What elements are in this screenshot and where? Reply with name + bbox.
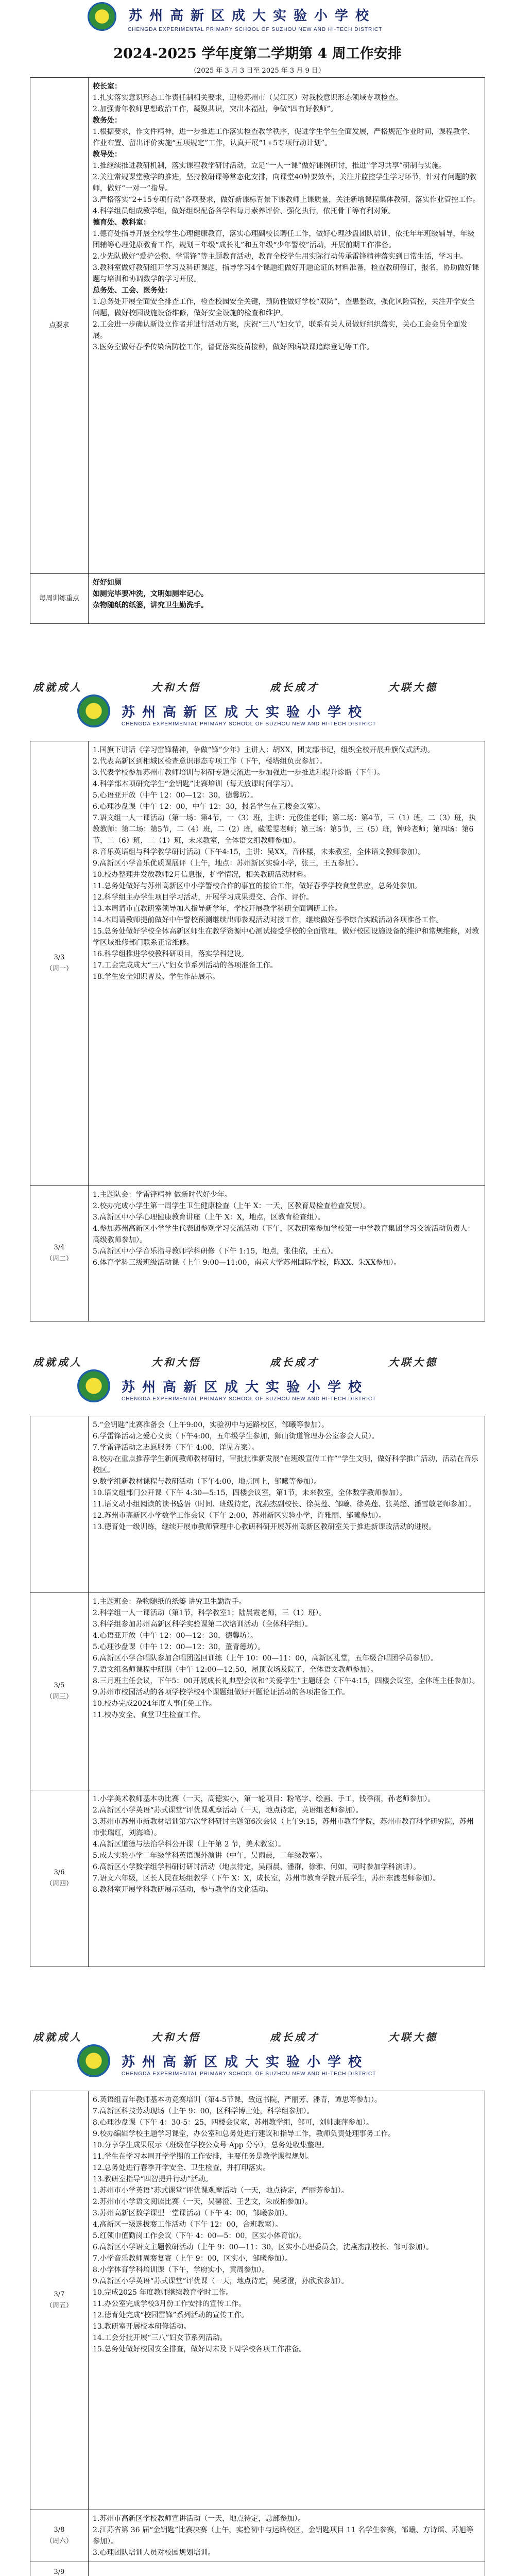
list-item: 9.数学组新教材课程与教研活动（下午4:00，地点同上，邹曦等参加）。	[93, 1478, 321, 1486]
list-item: 15.总务处做好学校全体高新区师生在教学资源中心测试接受学校的全面管理，做好校园设施设备的维护和常规维修，对教学区域维修部门联系正常维修。	[93, 927, 479, 947]
list-item: 11.办公室完成学校3月份工作安排的宣传工作。	[93, 2300, 246, 2308]
list-item: 13.本周请市直教研室领导加入指导新学年，学校开展教学科研全面调研工作。	[93, 905, 342, 913]
list-item: 11.总务处做好与苏州高新区中小学警校合作的事宜的接洽工作，做好春季学校食堂供应，总务处参加。	[93, 882, 422, 890]
school-name-en: CHENGDA EXPERIMENTAL PRIMARY SCHOOL OF SUZHOU NEW AND HI-TECH DISTRICT	[122, 1396, 376, 1402]
list-item: 1.小学美术教师基本功比赛（一天，高德实小，第一轮项目：粉笔字、绘画、手工，钱季雨，孙老师参加）。	[93, 1795, 435, 1803]
list-item: 教务处：	[93, 116, 122, 125]
day-content	[89, 1186, 485, 1321]
page-2	[0, 675, 515, 1350]
list-item: 9.高新区小学英语“苏式课堂”评优课（一天，地点待定，吴馨澄，孙欣欣参加）。	[93, 2277, 349, 2285]
table-row	[30, 574, 485, 624]
motto-text: 成长成才	[270, 2031, 319, 2043]
list-item: 好好如厕	[93, 579, 122, 587]
school-logo-icon	[77, 1369, 110, 1402]
list-item: 1.根据要求，作文件精神，进一步推进工作落实检查教学秩序，促进学生学生全面发展，严格规范作业时间，课程教学、作业布置、留出评价实施“五项规定”工作，认真开展“1+5专项行动计划”。	[93, 128, 475, 147]
school-name: 苏州高新区成大实验小学校	[122, 2055, 369, 2070]
day-weekday: （周三）	[45, 1693, 73, 1701]
day-date: 3/3	[54, 954, 65, 961]
schedule-table	[30, 2091, 485, 2576]
list-item: 杂物随纸的纸篓，讲究卫生勤洗手。	[93, 601, 208, 609]
list-item: 1.苏州市高新区学校教师宣讲活动（一天，地点待定，总部参加）。	[93, 2515, 305, 2523]
motto-text: 大和大悟	[151, 681, 201, 693]
list-item: 9.校办编辑学校主题学习课堂，办公室和总务处进行建议和指导工作，教师负责处理事务工作。	[93, 2130, 396, 2138]
school-name-en: CHENGDA EXPERIMENTAL PRIMARY SCHOOL OF SUZHOU NEW AND HI-TECH DISTRICT	[128, 27, 383, 32]
list-item: 3.教科室做好教研组开学习及科研课题，指导学习4个课题组做好开题论证的材料准备，检查教研修订，报名，协助做好课题与培训和协调数学的学习开展。	[93, 264, 479, 283]
list-item: 3.心理团队培训人员对校园规划培训。	[93, 2549, 215, 2557]
list-item: 4.科学部本项研究学生“金钥匙”比赛培训（每天放课时间学习）。	[93, 780, 298, 788]
date-range: （2025 年 3 月 3 日至 2025 年 3 月 9 日）	[190, 67, 325, 75]
list-item: 12.科学组主办学生项目学习活动，开展学习成果提交、合作、评价。	[93, 893, 314, 902]
list-item: 6.高新区小学合唱队参加合唱团巡回训练（上午 10：00—11：00，高新区礼堂，五年级合唱团学员参加）。	[93, 1654, 438, 1663]
list-item: 8.教科室开展学科教研展示活动，参与教学的文化活动。	[93, 1886, 273, 1894]
page-4	[0, 2025, 515, 2576]
list-item: 17.工会完成成大“三八”妇女节系列活动的各项准备工作。	[93, 961, 278, 970]
list-item: 4.高新区一级选拔赛工作活动（下午 12：00，合班教室）。	[93, 2221, 283, 2229]
list-item: 3.严格落实“2+15专项行动”各项要求，做好新课标背景下课教师上课质量，关注新增课程集体教研，落实作业管控工作。	[93, 196, 480, 204]
list-item: 5.红领巾值勤岗工作会议（下午 4：00—5：00，区实小体育馆）。	[93, 2232, 306, 2240]
list-item: 5.成大实验小学二年级学科英语课外演讲（中午，吴雨晨，二年级教室）。	[93, 1852, 327, 1860]
list-item: 7.学雷锋活动之志愿服务（下午 4:00，详见方案）。	[93, 1444, 259, 1452]
motto-text: 大和大悟	[151, 1356, 201, 1368]
row-label: 点要求	[30, 78, 89, 574]
list-item: 6.体育学科三级班级活动课（上午 9:00—11:00，南京大学苏州国际学校，陈XX、朱XX参加）。	[93, 1259, 401, 1267]
day-weekday: （周六）	[45, 2537, 73, 2545]
list-item: 10.语文组部门公开课（下午 4:30—5:15，四楼会议室，第1节，未来教室，全体数学教师参加）。	[93, 1489, 407, 1497]
list-item: 3.代表学校参加苏州市教师培训与科研专题交流进一步加强进一步推进和提升诊断（下午）。	[93, 769, 385, 777]
list-item: 8.小学体育学科培训课（下午，学府实小，黄周参加）。	[93, 2266, 269, 2274]
list-item: 4.参加苏州高新区小学学生代表团参观学习交流活动（下午，区教研室参加学校第一中学教育集团学习交流活动负责人：高级教师参加）。	[93, 1225, 475, 1244]
day-date: 3/9	[54, 2568, 65, 2576]
list-item: 7.小学音乐教师周赛复赛（上午 9：00，区实小，邹曦参加）。	[93, 2255, 293, 2263]
page-3	[0, 1350, 515, 2025]
day-label	[30, 1790, 89, 1967]
list-item: 3.苏州高新区数学课型一堂课活动（下午 4：00，邹曦参加）。	[93, 2209, 293, 2217]
list-item: 3.科学组参加苏州高新区科学实验课第二次培训活动（全体科学组）。	[93, 1620, 313, 1629]
day-date: 3/4	[54, 1244, 65, 1251]
school-logo-icon	[77, 694, 110, 727]
day-weekday: （周五）	[45, 2302, 73, 2310]
motto-text: 成长成才	[270, 1356, 319, 1368]
motto-text: 成就成人	[33, 681, 82, 693]
focus-table	[30, 77, 485, 624]
list-item: 6.高新区小学语文主题教研活动（上午 9：00—11：30，区实小心理委员会，沈燕杰副校长、邹可参加）。	[93, 2243, 434, 2251]
list-item: 9.高新区小学音乐优质课展评（上午，地点：苏州新区实验小学，张三，王五参加）。	[93, 859, 363, 868]
list-item: 8.心理沙盘课（下午 4：30-5：25，四楼会议室，苏州教学组，邹可，刘帅康萍参加）。	[93, 2119, 373, 2127]
list-item: 2.工会进一步确认新设立作者并进行活动方案，庆祝“三八”妇女节，联系有关人员做好组织落实，关心工会会员全面发展。	[93, 320, 468, 340]
list-item: 3.高新区中小学心理健康教育讲座（上午 X：X，地点，区教育检查组）。	[93, 1213, 325, 1222]
list-item: 13.德育处一级训练，继续开展市教师管理中心教研科研开展苏州高新区教研室关于推进新课改活动的进展。	[93, 1523, 436, 1531]
day-label	[30, 1416, 89, 1593]
list-item: 11.语文动小组阅读的读书感悟（时间、班级待定，沈燕杰副校长、徐英莲、邹曦、徐英莲、张英超、潘雪敏老师参加）。	[93, 1500, 476, 1509]
day-label	[30, 741, 89, 1186]
letterhead	[0, 2025, 515, 2087]
table-row	[30, 78, 485, 574]
list-item: 9.苏州市校园活动的各项学校学校4个课题组做好开题论证活动的各项准备工作。	[93, 1688, 350, 1697]
day-label	[30, 2510, 89, 2562]
page-title: 2024-2025 学年度第二学期第 4 周工作安排	[113, 46, 402, 62]
list-item: 1.总务处开展全面安全排查工作，检查校园安全关键，预防性做好学校“双防”，查患整改，强化风险管控，关注开学安全问题，做好校园设施设备维修，做好安全设施的检查和维护。	[93, 298, 475, 317]
day-label	[30, 1186, 89, 1321]
letterhead	[0, 675, 515, 737]
list-item: 7.语文组名师课程中班期（中午 12:00—12:50，屋顶农场及院子，全体语文教师参加）。	[93, 1666, 378, 1674]
list-item: 6.高新区小学数学组学科研讨研讨活动（地点待定，吴雨晨、潘群，徐雅、何如，同时参加学科演讲）。	[93, 1863, 421, 1871]
list-item: 2.关注常规课堂教学的推进，坚持教研课等常态化安排，向课堂40钟要效率，关注并监控学生学习环节，针对有问题的教师，做好“一对一”指导。	[93, 173, 477, 193]
list-item: 5.高新区中小学音乐指导教师学科研修（下午 1:15，地点，张佳依，王五）。	[93, 1247, 338, 1256]
school-name: 苏州高新区成大实验小学校	[122, 1380, 369, 1395]
list-item: 如厕完毕要冲洗，文明如厕牢记心。	[93, 590, 208, 598]
list-item: 1.德育处指导开展全校学生心理健康教育，落实心理副校长聘任工作，做好心理沙盘团队培训，依托年年班级辅导，年级团辅等心理健康教育工作，规划三年级“成长礼”和五年级“少年警校”活动，开展前期工作准备。	[93, 230, 475, 249]
table-row	[30, 1416, 485, 1593]
list-item: 5.“金钥匙”比赛准备会（上午9:00，实验初中与运路校区，邹曦等参加）。	[93, 1421, 329, 1429]
list-item: 1.主题班会：杂物随纸的纸篓 讲究卫生勤洗手。	[93, 1598, 246, 1606]
list-item: 7.高新区科技劳动现场（上午 9：00，区科学博士处，科学组参加）。	[93, 2107, 314, 2115]
list-item: 7.语文六年级，区长人民在场组教学（下午 X：X，成长室，苏州市教育学院开展学生，苏州东渡老师参加）。	[93, 1874, 440, 1883]
day-weekday: （周二）	[45, 1255, 73, 1263]
list-item: 4.科学组员组成教学组，做好组织配备各学科每月素养评价、强化执行，依托骨干等有利对策。	[93, 207, 396, 215]
day-content	[89, 1416, 485, 1593]
motto-text: 成长成才	[270, 681, 319, 693]
motto-text: 大联大德	[388, 681, 438, 693]
page-1	[0, 0, 515, 675]
table-row	[30, 1186, 485, 1321]
school-name-en: CHENGDA EXPERIMENTAL PRIMARY SCHOOL OF SUZHOU NEW AND HI-TECH DISTRICT	[122, 2071, 376, 2077]
list-item: 14.工会分批开展“三八”妇女节系列活动。	[93, 2334, 227, 2342]
letterhead	[0, 1350, 515, 1412]
list-item: 2.苏州市小学语文阅读比赛（一天，吴馨澄、王艺文，朱成柏参加）。	[93, 2198, 313, 2206]
day-date: 3/5	[54, 1682, 65, 1689]
motto-text: 大联大德	[388, 1356, 438, 1368]
school-name: 苏州高新区成大实验小学校	[122, 705, 369, 720]
list-item: 8.校办在重点推荐学生新闻教师教材研讨，审批批准新发展“在班级宣传工作”“学生文明，做好科学推广活动，活动在音乐校区。	[93, 1455, 478, 1475]
list-item: 10.校办整理并发放教师2月信息报，护学情况，相关教研活动材料。	[93, 871, 311, 879]
school-logo-icon	[77, 2044, 110, 2077]
list-item: 11.校办安全、食堂卫生检查工作。	[93, 1711, 205, 1719]
day-content	[89, 741, 485, 1186]
school-logo-icon	[88, 2, 116, 31]
day-content	[89, 1790, 485, 1967]
schedule-table	[30, 1416, 485, 1967]
list-item: 10.校办完成2024年度人事任免工作。	[93, 1700, 216, 1708]
day-label	[30, 2091, 89, 2510]
day-date: 3/8	[54, 2526, 65, 2534]
list-item: 6.心理沙盘课（中午 12：00，中午 12：30，报名学生在五楼会议室）。	[93, 803, 325, 811]
schedule-table	[30, 741, 485, 1321]
motto-text: 成就成人	[33, 2031, 82, 2043]
list-item: 11.学生在学习本周开学学期的工作安排，主要任务是教学课程规划。	[93, 2153, 314, 2161]
list-item: 12.总务处进行春季开学安全、卫生检查，并打印落实。	[93, 2164, 270, 2172]
list-item: 16.科学组推进学校教科研项目，落实学科建设。	[93, 950, 249, 958]
list-item: 1.苏州市小学英语“苏式课堂”评优课观摩活动（一天，地点待定，严丽芳参加）。	[93, 2187, 349, 2195]
list-item: 2.代表高新区到相城区检查意识形态专项工作（下午，楼塔组负责参加）。	[93, 757, 327, 766]
list-item: 2.少先队做好“爱护公物、学雷锋”等主题教育活动，教育全校学生用实际行动传承雷锋精神落实到日常生活，学习中。	[93, 252, 468, 261]
day-label	[30, 1593, 89, 1790]
motto-text: 大联大德	[388, 2031, 438, 2043]
list-item: 2.科学组一人一课活动（第1节，科学教室1；陆晨霞老师，三（1）班）。	[93, 1609, 327, 1617]
table-row	[30, 2562, 485, 2576]
list-item: 18.学生安全知识普及、学生作品展示。	[93, 973, 220, 981]
list-item: 1.国旗下讲话《学习雷锋精神，争做“锋”少年》主讲人：胡XX，团支部书记，组织全校开展升旗仪式活动。	[93, 746, 435, 754]
day-content	[89, 1593, 485, 1790]
motto-text: 成就成人	[33, 1356, 82, 1368]
row-label: 每周训练重点	[30, 574, 89, 624]
list-item: 6.学雷锋活动之爱心义卖（下午4:00，五年级学生参加，狮山街道管理办公室参会人员）。	[93, 1432, 379, 1440]
school-name: 苏州高新区成大实验小学校	[129, 8, 376, 24]
day-content	[89, 2091, 485, 2510]
table-row	[30, 741, 485, 1186]
day-weekday: （周一）	[45, 965, 73, 973]
list-item: 3.医务室做好春季传染病防控工作，督促落实疫苗接种，做好因病缺课追踪登记等工作。	[93, 343, 374, 351]
day-weekday: （周四）	[45, 1880, 73, 1888]
focus-content	[89, 78, 485, 574]
day-date: 3/7	[54, 2291, 65, 2298]
table-row	[30, 1790, 485, 1967]
list-item: 2.江苏省第 36 届“金钥匙”比赛决赛（上午，实验初中与运路校区，金钥匙项目 11 名学生参赛，邹曦、方诗瑶、苏旭等参加）。	[93, 2526, 474, 2546]
table-row	[30, 1593, 485, 1790]
day-content	[89, 2562, 485, 2576]
list-item: 3.苏州市苏州市新教材培训第六次学科研讨主题第6次会议（上午9:15，苏州市教育学院，苏州市教育科学研究院，苏州市张瑞红，刘海峰）。	[93, 1818, 474, 1837]
day-label	[30, 2562, 89, 2576]
school-name-en: CHENGDA EXPERIMENTAL PRIMARY SCHOOL OF SUZHOU NEW AND HI-TECH DISTRICT	[122, 721, 376, 727]
day-content	[89, 2510, 485, 2562]
list-item: 1.扎实落实意识形态工作责任制相关要求，迎检苏州市（吴江区）对我校意识形态领域专项检查。	[93, 94, 403, 102]
table-row	[30, 2091, 485, 2510]
list-item: 5.心理沙盘课（中午 12：00—12：30，董青德坊）。	[93, 1643, 265, 1651]
list-item: 8.音乐英语组与科学教学研讨活动（下午4:15，主讲：吴XX，音体楼，未来教室，全体语文教师参加）。	[93, 848, 425, 856]
list-item: 15.总务处做好校园安全排查，做好周末及下周学校各项工作准备。	[93, 2345, 306, 2353]
list-item: 2.高新区小学英语“苏式课堂”评优课观摩活动（一天，地点待定，英语组老师参加）。	[93, 1806, 363, 1815]
list-item: 10.完成2025 年度教师继续教育学时工作。	[93, 2289, 233, 2297]
list-item: 1.主题队会：学雷锋精神 做新时代好少年。	[93, 1191, 232, 1199]
list-item: 12.德育处完成“校园雷锋”系列活动的宣传工作。	[93, 2311, 249, 2319]
list-item: 10.分享学生成果展示（班级在学校公众号 App 分享），总务处收集整理。	[93, 2141, 329, 2149]
list-item: 德育处、教科室：	[93, 218, 150, 227]
list-item: 13.教研室指导“四智提升行动”活动。	[93, 2175, 213, 2183]
list-item: 4.心语亚开放（中午 12：00—12：30，德馨坊）。	[93, 1632, 258, 1640]
list-item: 总务处、工会、医务处：	[93, 286, 172, 295]
table-row	[30, 2510, 485, 2562]
list-item: 13.教研室开展校本研修活动。	[93, 2323, 191, 2331]
list-item: 12.苏州市高新区小学数学工作会议（下午 2:00，苏州新区实验小学，许雅丽、邹曦参加）。	[93, 1512, 386, 1520]
list-item: 4.高新区道德与法治学科公开课（上午第 2 节，美术教室）。	[93, 1840, 286, 1849]
list-item: 2.加强青年教师思想政治工作，凝聚共识，突出本福祉，争做“四有好教师”。	[93, 105, 338, 113]
list-item: 5.心语亚开放（中午 12：00—12：30，德馨坊）。	[93, 791, 258, 800]
list-item: 7.语文组一人一课活动（第一场：第4节，一（3）班，主讲：元俊佳老师；第二场：第4节，三（1）班，二（3）班，执教教师：第二场：第5节，二（4）班，二（2）班，藏雯雯老师；第三场：第5节，三（5）班，钟玲老师；第四场：第6节，二（6）班，二（1）班，未来教室，全体语文组教师参加）。	[93, 814, 476, 845]
list-item: 14.本周请教师提前做好中午警校预测继续出师参观活动对接工作，继续做好春季综合实践活动各项准备工作。	[93, 916, 443, 924]
list-item: 6.英语组青年教师基本功竞赛培训（第4-5节课，致远书院，严丽芳、潘青，谭思等参加）。	[93, 2096, 382, 2104]
list-item: 教导处：	[93, 150, 122, 159]
remind-content	[89, 574, 485, 624]
list-item: 2.校办完成小学生第一周学生卫生健康检查（上午 X：一天，区教育局检查检查发展）。	[93, 1202, 370, 1210]
day-date: 3/6	[54, 1869, 65, 1876]
list-item: 8.三月班主任会议，下午5：00开展成长礼典型会议和“关爱学生”主题班会（下午4:15，四楼会议室，全体班主任参加）。	[93, 1677, 479, 1685]
motto-text: 大和大悟	[151, 2031, 201, 2043]
list-item: 1.推继续推进教研机制，落实课程教学研讨活动，立足“一人一课”做好课例研讨，推进“学习共享”研制与实施。	[93, 162, 446, 170]
list-item: 校长室：	[93, 82, 122, 91]
